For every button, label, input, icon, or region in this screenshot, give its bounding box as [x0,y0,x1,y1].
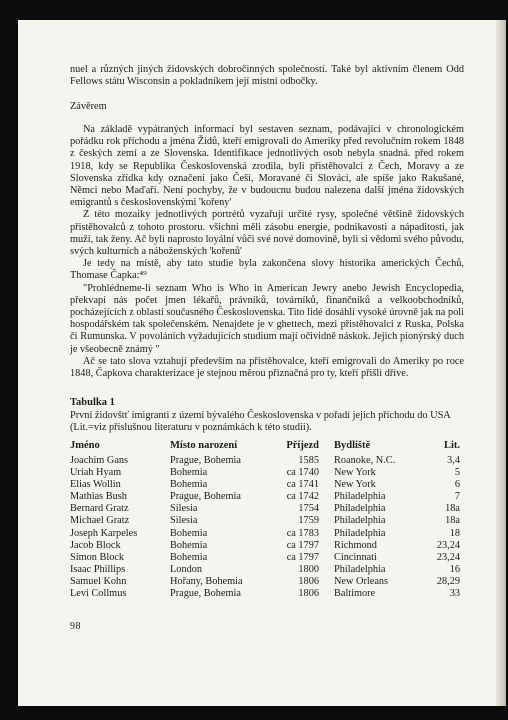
cell-birthplace: Prague, Bohemia [170,491,241,503]
table-row [70,503,470,515]
quote-paragraph: "Prohlédneme-li seznam Who is Who in American Jewry anebo Jewish Encyclopedia, překvapí nás počet jmen lékařů, právníků, továrníků, finančníků a velkoobchodníků, pocházejících z oblasti současného Československa. Tito lidé dosáhli vysoké úrovně jak na poli hospodářském tak společenském. Nenajdete je v ghettech, mezi přistěhovalci z Ruska, Polska či Rumunska. V povoláních vyžadujících studium mají očividně náskok. Jejich pionýrský duch je všeobecně známý " [70,282,464,355]
cell-residence: Philadelphia [334,515,386,527]
cell-birthplace: Bohemia [170,479,208,491]
cell-residence: Baltimore [334,588,376,600]
cell-arrival: 1759 [298,515,319,527]
table-caption: První židovštť imigranti z území bývalého Československa v pořadí jejich příchodu do USA (Lit.=viz příslušnou literaturu v poznámkách k této studii). [70,410,451,434]
cell-residence: Philadelphia [334,503,386,515]
cell-literature: 18 [449,527,460,539]
cell-residence: Philadelphia [334,527,386,539]
cell-arrival: 1806 [298,588,319,600]
section-heading-text: Závěrem [70,101,107,112]
cell-birthplace: Prague, Bohemia [170,455,241,466]
cell-name: Uriah Hyam [70,467,122,479]
cell-arrival: 1585 [298,455,319,466]
cell-literature: 6 [454,479,460,491]
cell-arrival: ca 1741 [286,479,319,491]
cell-literature: 23,24 [436,551,460,563]
cell-name: Simon Block [70,551,125,563]
table-row [70,576,470,588]
cell-arrival: ca 1797 [286,539,319,551]
cell-birthplace: Bohemia [170,551,208,563]
table-row [70,528,470,540]
cell-birthplace: Bohemia [170,467,208,479]
cell-arrival: ca 1742 [286,491,319,503]
cell-arrival: ca 1797 [286,551,319,563]
table-row [70,588,470,600]
cell-birthplace: London [170,563,203,575]
cell-birthplace: Bohemia [170,527,208,539]
cell-arrival: ca 1740 [286,467,319,479]
cell-residence: Richmond [334,539,377,551]
cell-residence: New Orleans [334,575,389,587]
cell-name: Samuel Kohn [70,575,127,587]
intro-text: nuel a různých jiných židovských dobročinných společností. Také byl aktivním členem Odd Fellows státu Wisconsin a pokladníkem její místní odbočky. [70,64,464,88]
table-header-row [70,440,470,455]
page-number: 98 [70,621,81,632]
binding-edge [496,20,506,706]
table-row [70,467,470,479]
cell-birthplace: Silesia [170,515,198,527]
cell-literature: 28,29 [436,575,460,587]
table-row [70,491,470,503]
table-row [70,479,470,491]
cell-literature: 23,24 [436,539,460,551]
cell-literature: 16 [449,563,460,575]
cell-birthplace: Prague, Bohemia [170,588,241,600]
header-name: Jméno [70,440,100,451]
cell-arrival: 1806 [298,575,319,587]
header-arrival: Příjezd [286,440,319,451]
cell-literature: 18a [445,503,460,515]
body-paragraph: Ač se tato slova vztahují především na přistěhovalce, kteří emigrovali do Ameriky po roce 1848, Čapkova charakterizace je stejnou měrou přiznačná pro ty, kteří přišli dříve. [70,355,464,380]
cell-name: Michael Gratz [70,515,130,527]
cell-birthplace: Hořany, Bohemia [170,575,243,587]
cell-name: Joachim Gans [70,455,129,466]
cell-name: Bernard Gratz [70,503,129,515]
emigrants-table [70,440,470,600]
cell-arrival: ca 1783 [286,527,319,539]
cell-birthplace: Bohemia [170,539,208,551]
header-literature: Lit. [443,440,460,451]
cell-residence: Cincinnati [334,551,377,563]
cell-residence: New York [334,479,376,491]
header-birthplace: Místo narození [170,440,238,451]
table-row [70,552,470,564]
table-row [70,540,470,552]
cell-literature: 3,4 [447,455,460,466]
header-residence: Bydliště [334,440,371,451]
cell-residence: Philadelphia [334,491,386,503]
cell-residence: Roanoke, N.C. [334,455,396,466]
body-text [70,124,464,380]
table-row [70,564,470,576]
cell-name: Isaac Phillips [70,563,126,575]
body-paragraph: Na základě vypátraných informací byl sestaven seznam, podávající v chronologickém pořádku rok příchodu a jména Židů, kteří emigrovali do Ameriky před revolučním rokem 1848 z českých zemí a ze Slovenska. Identifikace jednotlivých osob nebyla snadná. před rokem 1918, kdy se Republika Československá zrodila, byli přistěhovalci z Čech, Moravy a ze Slovenska zřídka kdy označeni jako Češi, Moravané či Slováci, ale spíše jako Rakušané, Němci nebo Maďaři. Není pochyby, že v budoucnu budou nalezena další jména židovských emigrantů s československými 'kořeny' [70,124,464,209]
cell-birthplace: Silesia [170,503,198,515]
cell-arrival: 1800 [298,563,319,575]
table-row [70,455,470,467]
cell-name: Levi Collmus [70,588,127,600]
cell-literature: 18a [445,515,460,527]
cell-literature: 33 [449,588,460,600]
cell-name: Jacob Block [70,539,121,551]
body-paragraph: Je tedy na místě, aby tato studie byla zakončena slovy historika amerických Čechů, Thomase Čapka:⁴⁹ [70,258,464,282]
cell-arrival: 1754 [298,503,319,515]
cell-name: Elias Wollin [70,479,121,491]
section-heading [70,101,464,113]
table-title: Tabulka 1 [70,397,115,408]
table-row [70,515,470,527]
cell-residence: Philadelphia [334,563,386,575]
body-paragraph: Z této mozaiky jednotlivých portrétů vyzařují určité rysy, společné většině židovských přistěhovalců z tohoto prostoru. všichni měli zásobu energie, podnikavosti a nápaditosti, jak muži, tak ženy. Ač byli naprosto loyální vůči své nové domovině, byli si vědomi svého původu, svých kulturních a náboženských 'kořenů' [70,209,464,258]
intro-paragraph [70,64,464,88]
cell-literature: 5 [454,467,460,479]
table-body [70,455,470,600]
cell-name: Mathias Bush [70,491,127,503]
cell-residence: New York [334,467,376,479]
cell-literature: 7 [454,491,460,503]
cell-name: Joseph Karpeles [70,527,138,539]
